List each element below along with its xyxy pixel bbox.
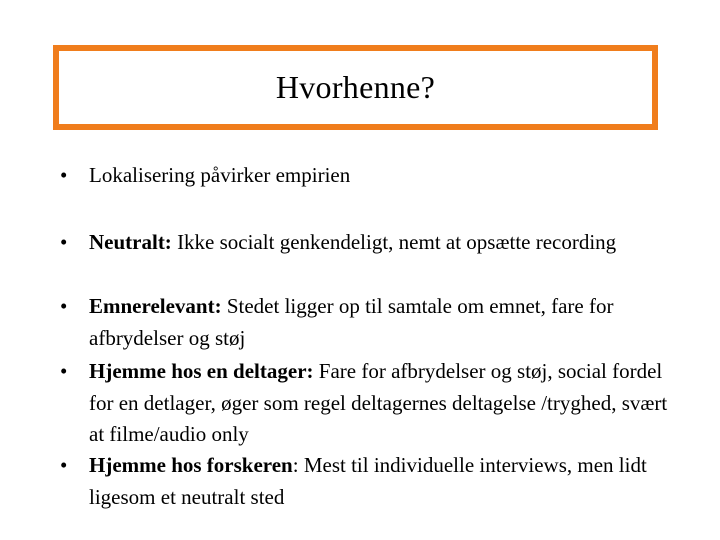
bullet-text: : Mest til individuelle interviews, men lidt ligesom et neutralt sted bbox=[89, 453, 647, 509]
slide-title: Hvorhenne? bbox=[275, 69, 436, 105]
bullet-body bbox=[89, 356, 670, 451]
bullet-text: Lokalisering påvirker empirien bbox=[89, 163, 351, 187]
bullet-item bbox=[60, 356, 670, 451]
bullet-item bbox=[60, 160, 670, 192]
title-box bbox=[53, 45, 658, 130]
bullet-body bbox=[89, 291, 670, 354]
bullet-dot: • bbox=[60, 359, 68, 383]
bullet-dot: • bbox=[60, 230, 68, 254]
bullet-dot: • bbox=[60, 294, 68, 318]
bullet-item bbox=[60, 450, 670, 513]
bullet-lead: Hjemme hos en deltager: bbox=[89, 359, 314, 383]
bullet-text: Fare for afbrydelser og støj, social fordel for en detlager, øger som regel deltagernes deltagelse /tryghed, svært at filme/audio only bbox=[89, 359, 668, 446]
bullet-dot: • bbox=[60, 453, 68, 477]
bullet-body bbox=[89, 160, 670, 192]
bullet-item bbox=[60, 227, 670, 259]
bullet-item bbox=[60, 291, 670, 354]
bullet-lead: Hjemme hos forskeren bbox=[89, 453, 293, 477]
bullet-dot: • bbox=[60, 163, 68, 187]
bullet-lead: Emnerelevant: bbox=[89, 294, 222, 318]
bullet-text: Ikke socialt genkendeligt, nemt at opsætte recording bbox=[171, 230, 617, 254]
bullet-body bbox=[89, 227, 670, 259]
bullet-lead: Neutralt: bbox=[89, 230, 172, 254]
bullet-body bbox=[89, 450, 670, 513]
bullet-text: Stedet ligger op til samtale om emnet, fare for afbrydelser og støj bbox=[89, 294, 614, 350]
